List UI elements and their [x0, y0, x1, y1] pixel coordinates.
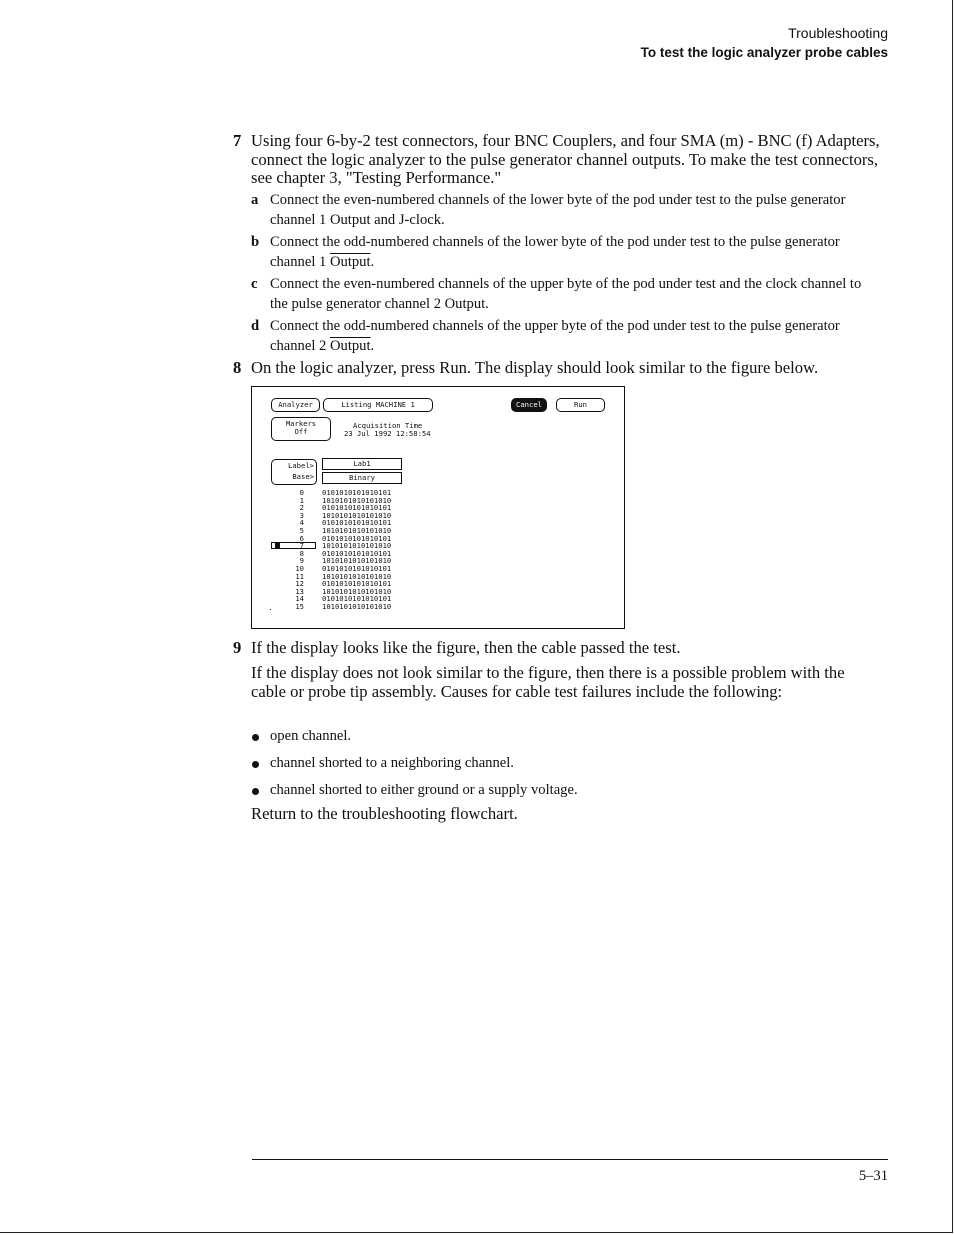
listing-machine-button[interactable]: Listing MACHINE 1: [323, 398, 433, 412]
substep-text: Connect the odd-numbered channels of the upper byte of the pod under test to the pulse generator channel 2 Output.: [270, 318, 840, 354]
substep-7a: [251, 191, 871, 230]
bullet-item: channel shorted to a neighboring channel.: [251, 754, 871, 774]
substep-text: Connect the odd-numbered channels of the lower byte of the pod under test to the pulse generator channel 1 Output.: [270, 234, 840, 270]
substep-text: Connect the even-numbered channels of the lower byte of the pod under test to the pulse generator channel 1 Output and J-clock.: [270, 192, 846, 228]
running-header: [641, 24, 888, 62]
step-number: 9: [233, 638, 242, 657]
bullet-item: open channel.: [251, 727, 871, 747]
listing-rows: [271, 488, 392, 611]
table-row: 10 0101010101010101: [295, 563, 392, 573]
table-row: 3 1010101010101010: [299, 510, 392, 520]
acquisition-time-label: Acquisition Time: [353, 421, 423, 430]
page-number: 5–31: [858, 1168, 888, 1184]
substep-text: Connect the even-numbered channels of the upper byte of the pod under test and the clock channel to the pulse generator channel 2 Output.: [270, 276, 862, 312]
table-row: 11 1010101010101010: [295, 571, 392, 581]
cancel-button[interactable]: Cancel: [511, 398, 547, 412]
output-overline: Output: [329, 337, 371, 354]
substep-7b: [251, 233, 871, 272]
analyzer-button[interactable]: Analyzer: [271, 398, 320, 412]
step-text: On the logic analyzer, press Run. The display should look similar to the figure below.: [251, 358, 819, 377]
step-text: If the display looks like the figure, then the cable passed the test.: [251, 638, 681, 657]
step-9: [233, 639, 893, 658]
table-row: 6 0101010101010101: [299, 533, 392, 543]
table-row: 4 0101010101010101: [299, 518, 392, 528]
screen-dot: [270, 609, 271, 610]
step-text: Using four 6-by-2 test connectors, four BNC Couplers, and four SMA (m) - BNC (f) Adapters, connect the logic analyzer to the pulse generator channel outputs. To make the test connectors, see chapter 3, "Testing Performance.": [251, 131, 880, 187]
substep-7c: [251, 275, 871, 314]
bullet-icon: [252, 734, 259, 741]
table-row: 0 0101010101010101: [299, 488, 392, 497]
markers-button[interactable]: Markers Off: [271, 417, 331, 441]
step-number: 8: [233, 358, 242, 377]
page-border-right: [952, 0, 953, 1233]
table-row: 2 0101010101010101: [299, 503, 392, 513]
footer-rule: [252, 1159, 888, 1160]
header-title: To test the logic analyzer probe cables: [640, 45, 888, 60]
table-row: 12 0101010101010101: [295, 579, 392, 589]
run-button[interactable]: Run: [556, 398, 605, 412]
header-section: Troubleshooting: [788, 25, 888, 41]
substep-letter: c: [251, 276, 258, 292]
failure-paragraph: If the display does not look similar to the figure, then there is a possible problem with the cable or probe tip assembly. Causes for cable test failures include the following:: [251, 663, 845, 701]
substep-letter: d: [251, 318, 260, 334]
table-row: 5 1010101010101010: [299, 525, 392, 535]
table-row: 8 0101010101010101: [299, 548, 392, 558]
table-row: 7 1010101010101010: [299, 541, 392, 551]
analyzer-screen-figure: [251, 386, 625, 629]
substep-letter: a: [251, 192, 259, 208]
bullet-item: channel shorted to either ground or a supply voltage.: [251, 781, 871, 801]
bullet-icon: [252, 761, 259, 768]
page-border-bottom: [0, 1232, 953, 1233]
bullet-icon: [252, 788, 259, 795]
table-row: 9 1010101010101010: [299, 556, 392, 566]
table-row: 15 1010101010101010: [295, 601, 392, 611]
substep-7d: [251, 317, 871, 356]
substep-letter: b: [251, 234, 260, 250]
table-row: 1 1010101010101010: [299, 495, 392, 505]
output-overline: Output: [329, 253, 371, 270]
label-base-button[interactable]: Label> Base>: [271, 459, 317, 485]
acquisition-time-value: 23 Jul 1992 12:58:54: [344, 429, 431, 438]
table-row: 13 1010101010101010: [295, 586, 392, 596]
cursor-block-icon: [275, 543, 280, 548]
label-field[interactable]: Lab1: [322, 458, 402, 470]
return-paragraph: Return to the troubleshooting flowchart.: [251, 804, 518, 823]
table-row: 14 0101010101010101: [295, 594, 392, 604]
step-8: [233, 359, 893, 378]
step-7: [233, 132, 893, 188]
base-field[interactable]: Binary: [322, 472, 402, 484]
step-number: 7: [233, 131, 242, 150]
